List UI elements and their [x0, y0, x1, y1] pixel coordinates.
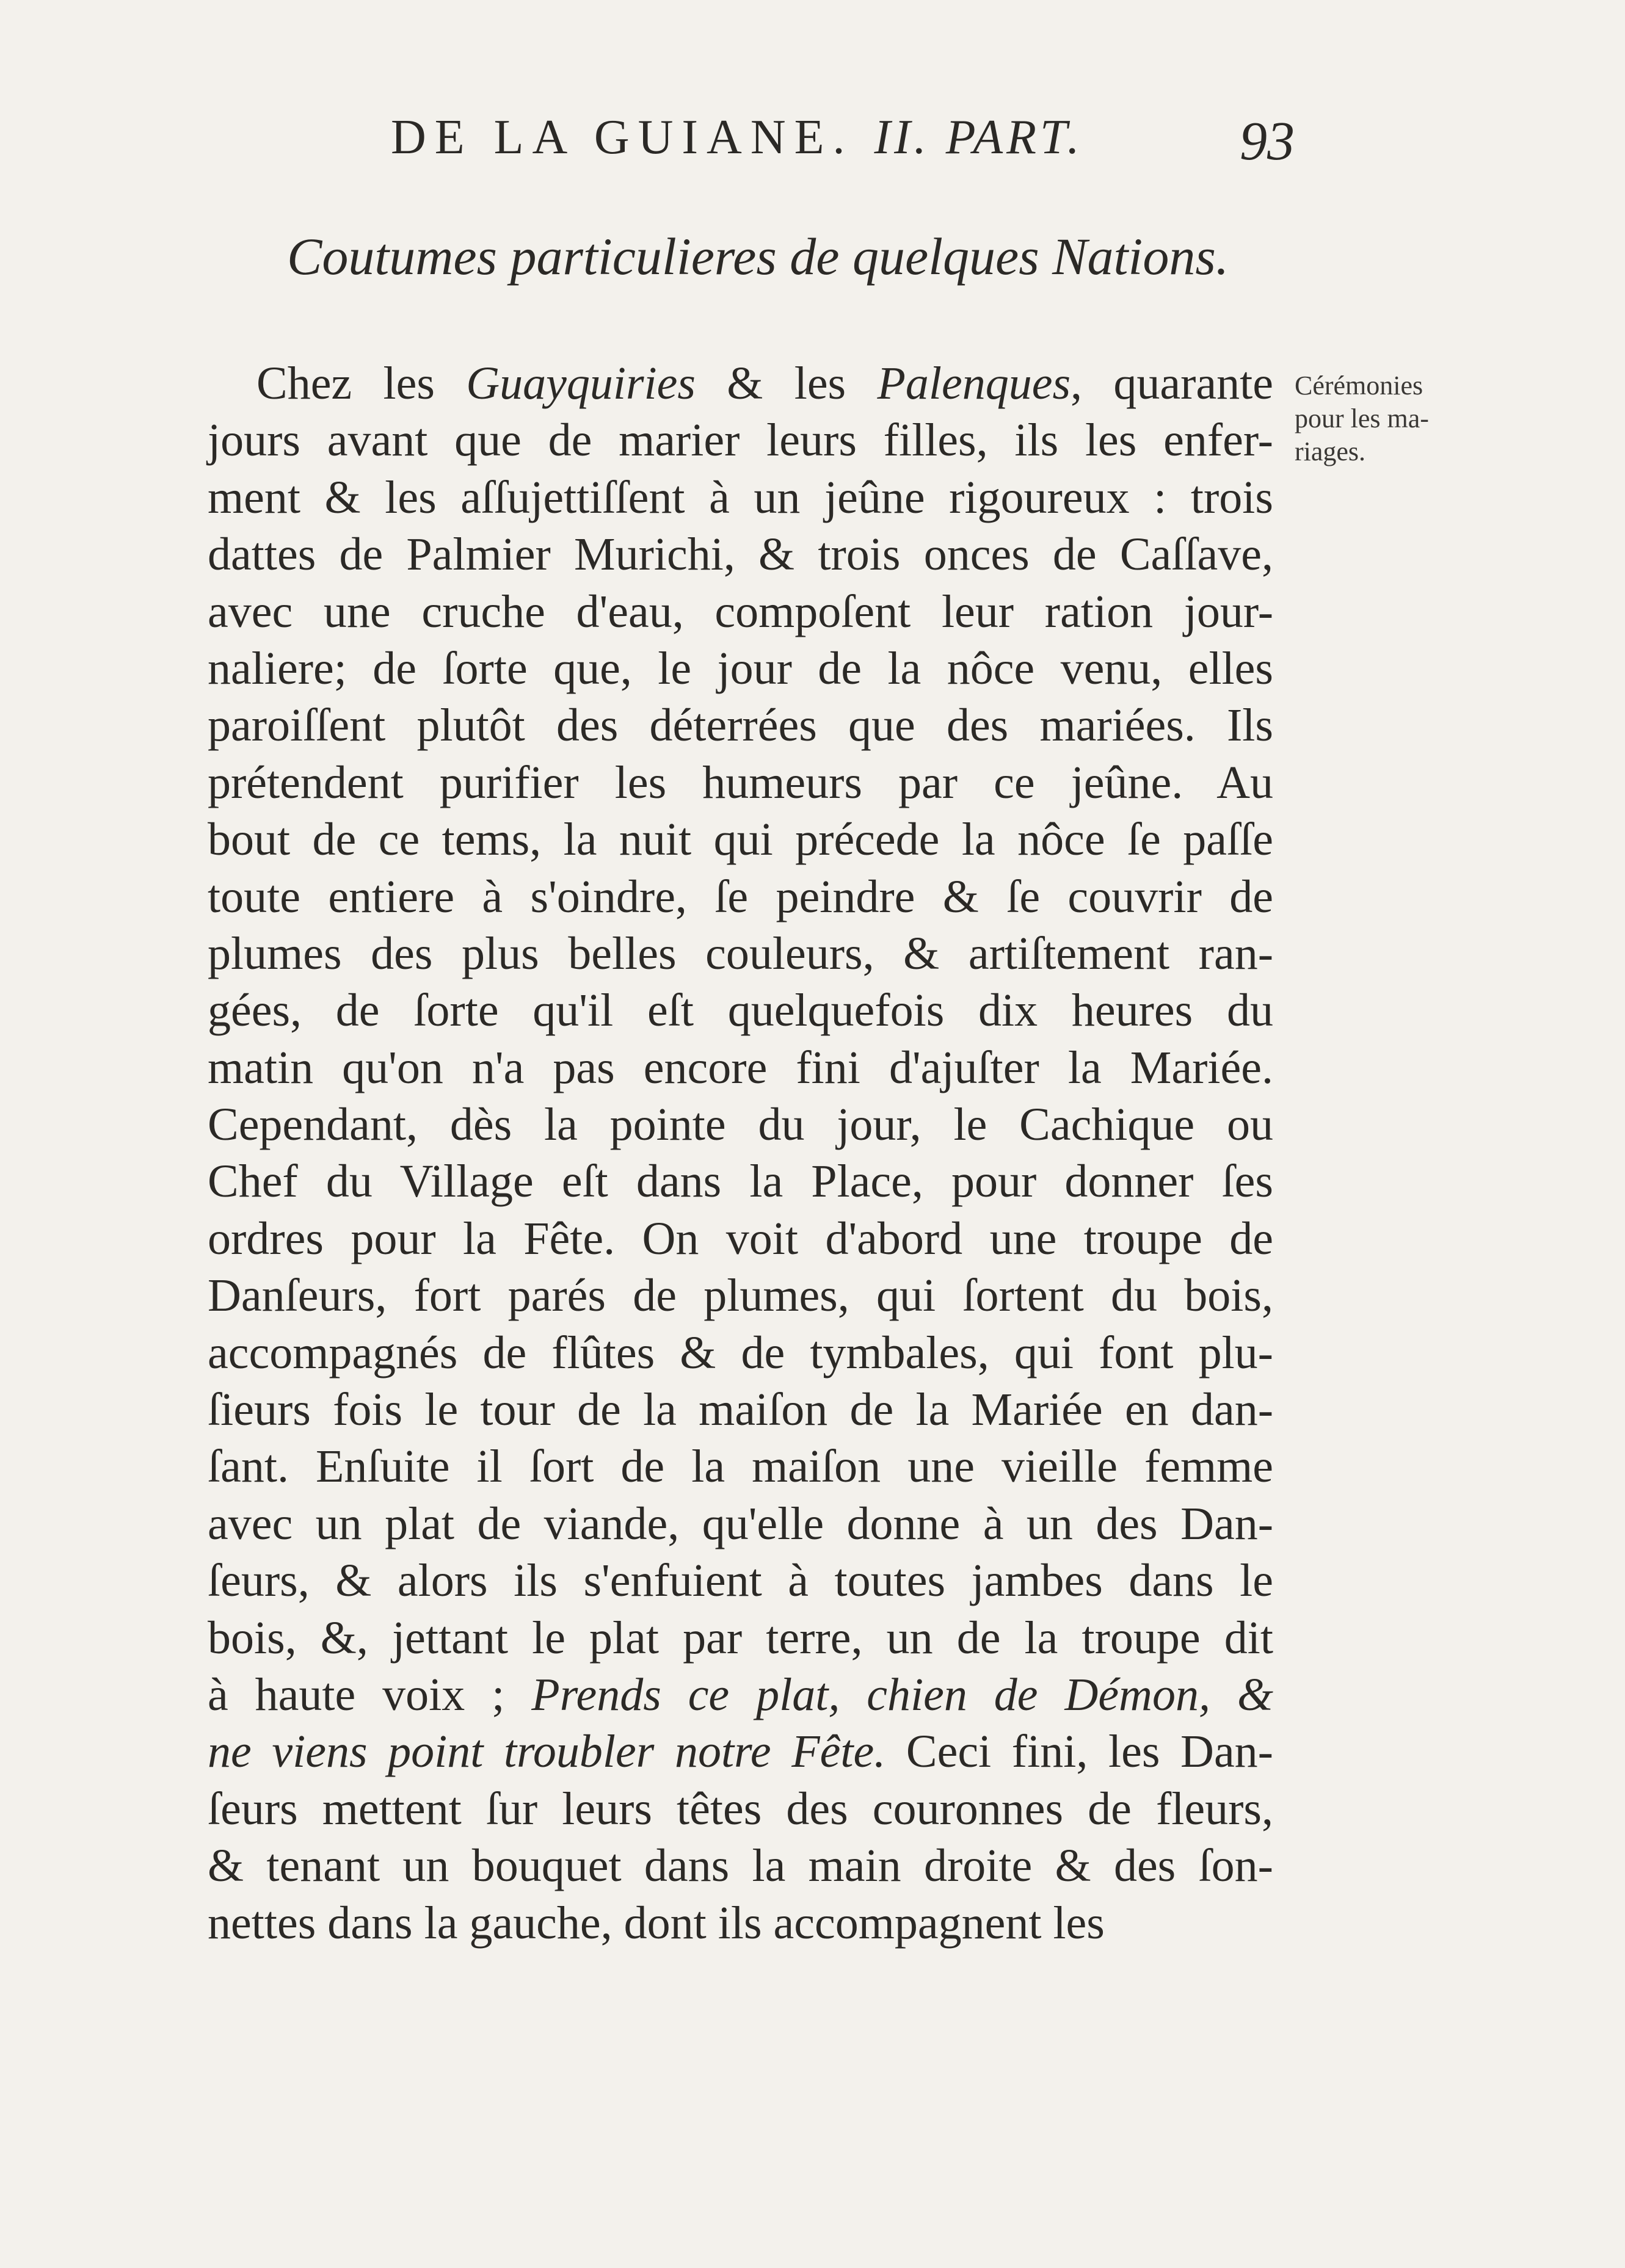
text-line — [208, 1438, 1273, 1495]
text-line — [208, 1040, 1273, 1096]
text-line — [208, 1267, 1273, 1324]
page-number: 93 — [1240, 111, 1295, 172]
text-line — [208, 1382, 1273, 1438]
roman-text: prétendent purifier les humeurs par ce jeûne. Au — [208, 756, 1273, 808]
roman-text: Chez les — [256, 358, 467, 409]
body-text — [208, 355, 1273, 1952]
roman-text: avec un plat de viande, qu'elle donne à un des Dan- — [208, 1498, 1273, 1549]
text-line — [208, 526, 1273, 583]
roman-text: Ceci fini, les Dan- — [885, 1726, 1273, 1778]
text-line — [208, 469, 1273, 526]
text-line — [208, 1781, 1273, 1838]
section-title: Coutumes particulieres de quelques Nations. — [287, 227, 1229, 286]
roman-text: ſeurs, & alors ils s'enfuient à toutes jambes dans le — [208, 1555, 1273, 1607]
text-line — [208, 982, 1273, 1039]
roman-text: toute entiere à s'oindre, ſe peindre & ſe couvrir de — [208, 871, 1273, 922]
roman-text: bois, &, jettant le plat par terre, un de la troupe dit — [208, 1612, 1273, 1664]
roman-text: & tenant un bouquet dans la main droite & des ſon- — [208, 1840, 1273, 1892]
margin-note — [1295, 369, 1582, 468]
text-line — [208, 1153, 1273, 1210]
roman-text: à haute voix ; — [208, 1668, 532, 1720]
roman-text: matin qu'on n'a pas encore fini d'ajuſter la Mariée. — [208, 1042, 1273, 1093]
roman-text: , quarante — [1071, 358, 1273, 409]
text-line — [208, 1723, 1273, 1780]
running-title-part: II. PART. — [874, 111, 1083, 164]
roman-text: ordres pour la Fête. On voit d'abord une troupe de — [208, 1212, 1273, 1264]
roman-text: nettes dans la gauche, dont ils accompagnent les — [208, 1897, 1105, 1949]
roman-text: ſant. Enſuite il ſort de la maiſon une vieille femme — [208, 1441, 1273, 1493]
margin-note-line: pour les ma- — [1295, 404, 1429, 433]
text-line — [208, 355, 1273, 412]
roman-text: Chef du Village eſt dans la Place, pour donner ſes — [208, 1156, 1273, 1208]
roman-text: ſieurs fois le tour de la maiſon de la Mariée en dan- — [208, 1384, 1273, 1436]
text-line — [208, 697, 1273, 754]
roman-text: accompagnés de flûtes & de tymbales, qui font plu- — [208, 1327, 1273, 1379]
margin-note-line: riages. — [1295, 437, 1366, 466]
text-line — [208, 1838, 1273, 1894]
text-line — [208, 1096, 1273, 1153]
text-line — [208, 412, 1273, 469]
roman-text: Danſeurs, fort parés de plumes, qui ſortent du bois, — [208, 1270, 1273, 1322]
roman-text: & les — [695, 358, 878, 409]
italic-text: Prends ce plat, chien de Démon, & — [531, 1668, 1273, 1720]
italic-text: ne viens point troubler notre Fête. — [208, 1726, 886, 1778]
text-line — [208, 755, 1273, 811]
text-line — [208, 811, 1273, 868]
text-line — [208, 869, 1273, 926]
roman-text: plumes des plus belles couleurs, & artiſtement ran- — [208, 927, 1273, 979]
roman-text: jours avant que de marier leurs filles, ils les enfer- — [208, 415, 1273, 466]
roman-text: Cependant, dès la pointe du jour, le Cachique ou — [208, 1099, 1273, 1151]
running-header — [391, 110, 1295, 183]
text-line — [208, 1895, 1273, 1952]
text-line — [208, 640, 1273, 697]
running-title — [391, 110, 1083, 165]
roman-text: paroiſſent plutôt des déterrées que des mariées. Ils — [208, 700, 1273, 752]
text-line — [208, 1610, 1273, 1667]
italic-text: Palenques — [877, 358, 1071, 409]
roman-text: dattes de Palmier Murichi, & trois onces de Caſſave, — [208, 529, 1273, 581]
roman-text: naliere; de ſorte que, le jour de la nôce venu, elles — [208, 642, 1273, 694]
roman-text: avec une cruche d'eau, compoſent leur ration jour- — [208, 585, 1273, 637]
roman-text: bout de ce tems, la nuit qui précede la nôce ſe paſſe — [208, 814, 1273, 866]
text-line — [208, 1667, 1273, 1723]
text-line — [208, 1325, 1273, 1382]
text-line — [208, 584, 1273, 640]
roman-text: gées, de ſorte qu'il eſt quelquefois dix heures du — [208, 985, 1273, 1037]
italic-text: Guayquiries — [466, 358, 696, 409]
roman-text: ſeurs mettent ſur leurs têtes des couronnes de fleurs, — [208, 1783, 1273, 1835]
text-line — [208, 926, 1273, 982]
margin-note-line: Cérémonies — [1295, 371, 1423, 400]
text-line — [208, 1211, 1273, 1267]
text-line — [208, 1552, 1273, 1609]
roman-text: ment & les aſſujettiſſent à un jeûne rigoureux : trois — [208, 471, 1273, 523]
running-title-text: DE LA GUIANE. — [391, 111, 854, 164]
text-line — [208, 1496, 1273, 1552]
